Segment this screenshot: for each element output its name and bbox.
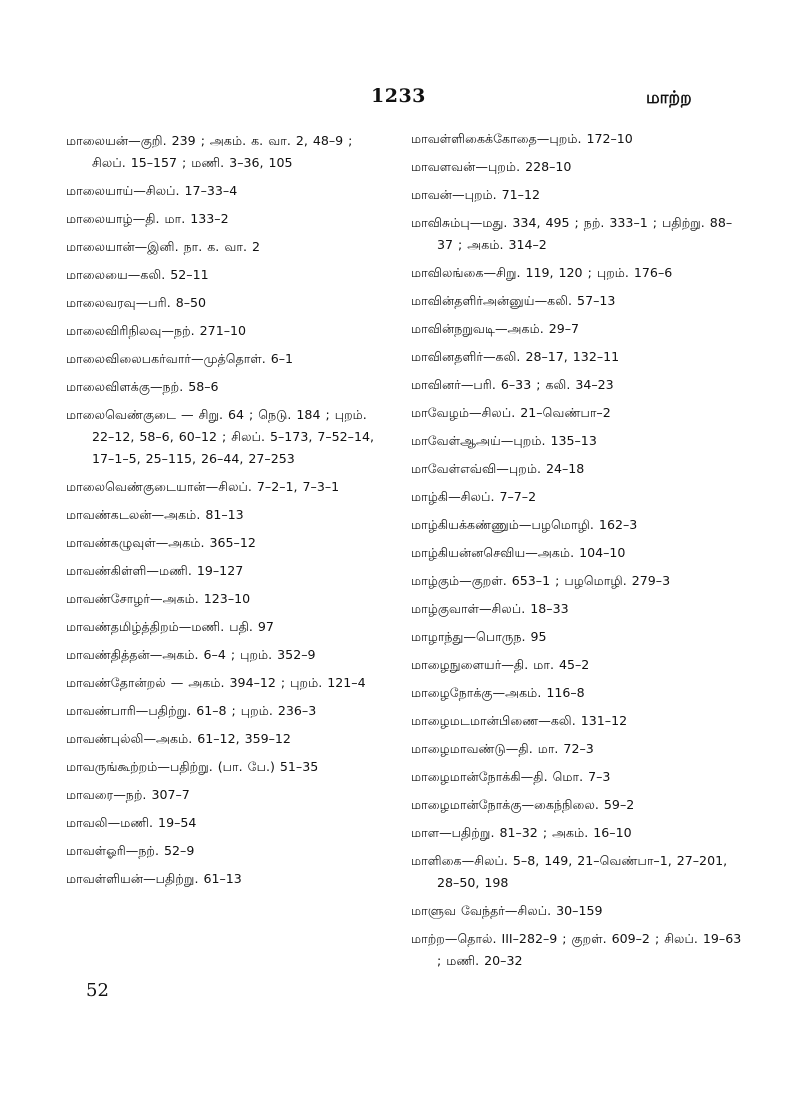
- index-entry: மாவரை—நற். 307–7: [66, 787, 190, 802]
- index-entry: மாவண்பாரி—பதிற்று. 61–8 ; புறம். 236–3: [66, 703, 317, 718]
- index-entry: மாவிலங்கை—சிறு. 119, 120 ; புறம். 176–6: [411, 265, 673, 280]
- index-entry: மாவள்ளிகைக்கோதை—புறம். 172–10: [411, 131, 633, 146]
- index-entry: மாலைவெண்குடையான்—சிலப். 7–2–1, 7–3–1: [66, 479, 340, 494]
- index-entry: மாலைவரவு—பரி. 8–50: [66, 295, 207, 310]
- index-entry: மாவினர்—பரி. 6–33 ; கலி. 34–23: [411, 377, 614, 392]
- index-entry: மாவள்ஓரி—நற். 52–9: [66, 843, 195, 858]
- folio-number: 52: [86, 980, 109, 1001]
- index-entry: மாலைவெண்குடை — சிறு. 64 ; நெடு. 184 ; புறம். 22–12, 58–6, 60–12 ; சிலப். 5–173, 7–52–14, 17–1–5, 25–115, 26–44, 27–253: [66, 407, 374, 466]
- index-entry: மாழ்குவாள்—சிலப். 18–33: [411, 601, 569, 616]
- index-entry: மாளிகை—சிலப். 5–8, 149, 21–வெண்பா–1, 27–201, 28–50, 198: [411, 853, 728, 890]
- index-entry: மாவேள்எவ்வி—புறம். 24–18: [411, 461, 585, 476]
- left-column: [66, 130, 386, 896]
- index-entry: மாள—பதிற்று. 81–32 ; அகம். 16–10: [411, 825, 632, 840]
- index-entry: மாலைவிலைபகர்வார்—முத்தொள். 6–1: [66, 351, 294, 366]
- running-head: மாற்ற: [646, 88, 692, 108]
- index-entry: மாலையன்—குறி. 239 ; அகம். க. வா. 2, 48–9 ; சிலப். 15–157 ; மணி. 3–36, 105: [66, 133, 353, 170]
- index-entry: மாவண்கழுவுள்—அகம். 365–12: [66, 535, 256, 550]
- index-entry: மாழைநோக்கு—அகம். 116–8: [411, 685, 585, 700]
- index-entry: மாவண்தமிழ்த்திறம்—மணி. பதி. 97: [66, 619, 274, 634]
- index-entry: மாழ்கி—சிலப். 7–7–2: [411, 489, 537, 504]
- index-entry: மாவேழம்—சிலப். 21–வெண்பா–2: [411, 405, 611, 420]
- index-entry: மாவலி—மணி. 19–54: [66, 815, 197, 830]
- index-entry: மாவண்புல்லி—அகம். 61–12, 359–12: [66, 731, 291, 746]
- index-entry: மாலையை—கலி. 52–11: [66, 267, 209, 282]
- index-entry: மாளுவ வேந்தர்—சிலப். 30–159: [411, 903, 603, 918]
- index-entry: மாவின்தளிர்அன்னுய்—கலி. 57–13: [411, 293, 616, 308]
- index-entry: மாழ்கியன்னசெவிய—அகம். 104–10: [411, 545, 626, 560]
- index-entry: மாலைவிரிநிலவு—நற். 271–10: [66, 323, 247, 338]
- index-entry: மாவளவன்—புறம். 228–10: [411, 159, 572, 174]
- index-entry: மாவிசும்பு—மது. 334, 495 ; நற். 333–1 ; பதிற்று. 88–37 ; அகம். 314–2: [411, 215, 733, 252]
- index-entry: மாழ்கியக்கண்ணும்—பழமொழி. 162–3: [411, 517, 638, 532]
- right-column: [411, 128, 745, 978]
- index-entry: மாவள்ளியன்—பதிற்று. 61–13: [66, 871, 242, 886]
- index-entry: மாலைவிளக்கு—நற். 58–6: [66, 379, 219, 394]
- index-entry: மாலையாழ்—தி. மா. 133–2: [66, 211, 229, 226]
- index-entry: மாவன்—புறம். 71–12: [411, 187, 541, 202]
- index-entry: மாழைநுளையர்—தி. மா. 45–2: [411, 657, 590, 672]
- index-entry: மாவின்நறுவடி—அகம். 29–7: [411, 321, 580, 336]
- index-entry: மாலையாய்—சிலப். 17–33–4: [66, 183, 238, 198]
- index-entry: மாவேள்ஆஅய்—புறம். 135–13: [411, 433, 597, 448]
- index-entry: மாவண்கடலன்—அகம். 81–13: [66, 507, 244, 522]
- index-entry: மாவண்கிள்ளி—மணி. 19–127: [66, 563, 244, 578]
- page-number: 1233: [371, 85, 426, 107]
- index-entry: மாழைமான்நோக்கி—தி. மொ. 7–3: [411, 769, 611, 784]
- index-entry: மாழாந்து—பொருந. 95: [411, 629, 547, 644]
- index-entry: மாவண்சோழர்—அகம். 123–10: [66, 591, 251, 606]
- index-entry: மாழ்கும்—குறள். 653–1 ; பழமொழி. 279–3: [411, 573, 671, 588]
- index-entry: மாழைமாவண்டு—தி. மா. 72–3: [411, 741, 594, 756]
- index-entry: மாவண்தோன்றல் — அகம். 394–12 ; புறம். 121–4: [66, 675, 366, 690]
- index-entry: மாற்ற—தொல். III–282–9 ; குறள். 609–2 ; சிலப். 19–63 ; மணி. 20–32: [411, 931, 742, 968]
- index-entry: மாழைமடமான்பிணை—கலி. 131–12: [411, 713, 628, 728]
- index-entry: மாவினதளிர்—கலி. 28–17, 132–11: [411, 349, 620, 364]
- index-entry: மாலையான்—இனி. நா. க. வா. 2: [66, 239, 260, 254]
- index-entry: மாவருங்கூற்றம்—பதிற்று. (பா. பே.) 51–35: [66, 759, 319, 774]
- index-entry: மாவண்தித்தன்—அகம். 6–4 ; புறம். 352–9: [66, 647, 316, 662]
- index-entry: மாழைமான்நோக்கு—கைந்நிலை. 59–2: [411, 797, 635, 812]
